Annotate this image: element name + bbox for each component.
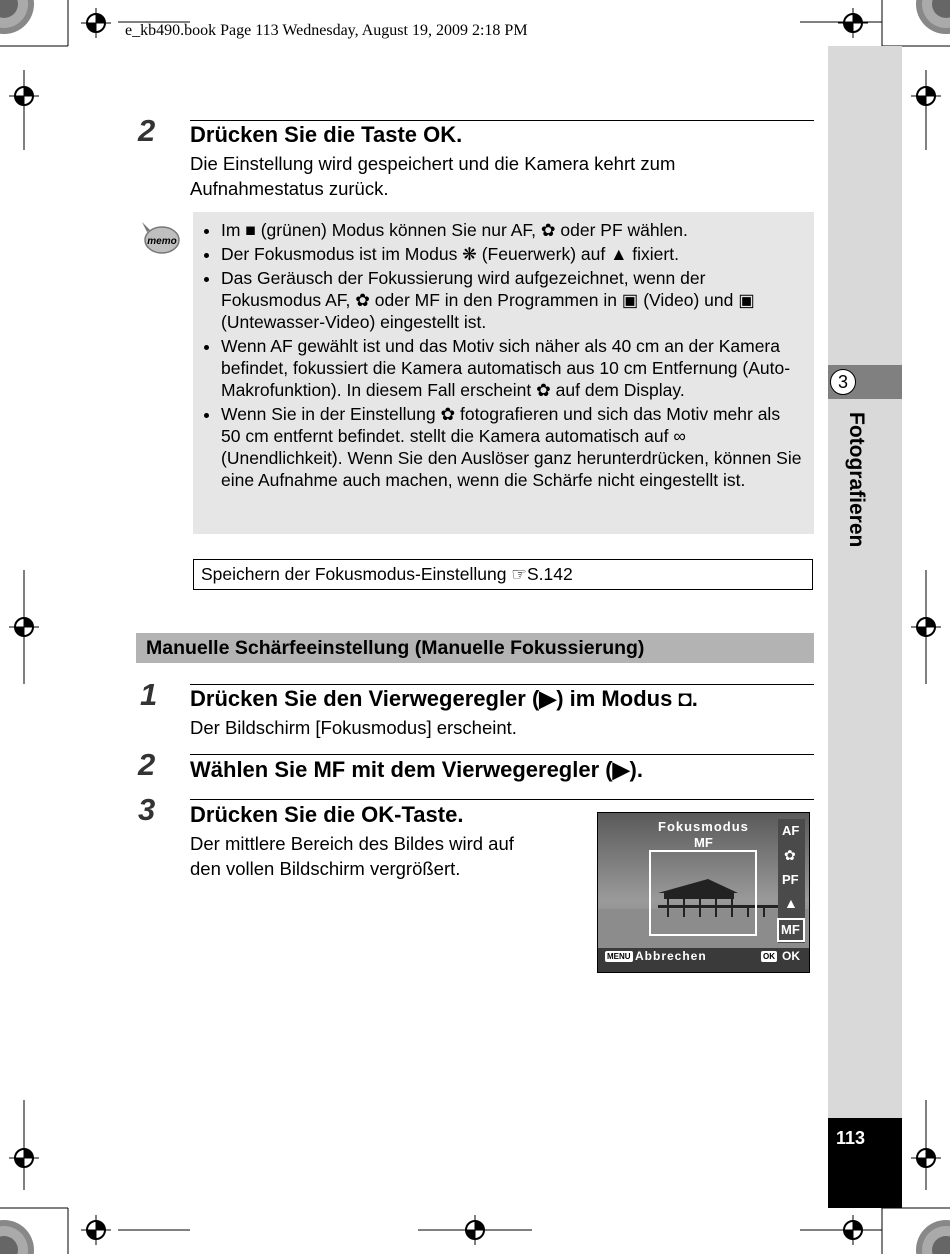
registration-mark-icon xyxy=(911,1143,941,1173)
focus-option-mf: MF xyxy=(781,922,800,937)
chapter-sidebar xyxy=(828,46,902,1208)
registration-mark-icon xyxy=(9,612,39,642)
step-number: 2 xyxy=(138,747,156,782)
registration-mark-icon xyxy=(81,8,111,38)
corner-target-icon xyxy=(0,0,36,36)
menu-key-icon: MENU xyxy=(607,952,631,961)
registration-mark-icon xyxy=(9,1143,39,1173)
reference-link[interactable]: Speichern der Fokusmodus-Einstellung ☞S.142 xyxy=(193,559,813,590)
step-number: 1 xyxy=(140,677,158,712)
focus-option-macro: ✿ xyxy=(784,847,796,863)
step-heading: Wählen Sie MF mit dem Vierwegeregler (▶). xyxy=(190,757,643,782)
cancel-label: Abbrechen xyxy=(635,949,707,963)
step-text: den vollen Bildschirm vergrößert. xyxy=(190,858,461,879)
memo-list xyxy=(193,212,814,491)
focus-option-af: AF xyxy=(782,823,800,838)
corner-target-icon xyxy=(914,0,950,36)
memo-item: • Wenn AF gewählt ist und das Motiv sich näher als 40 cm an der Kamera befindet, fokussiert die Kamera automatisch aus 10 cm Entfernung (Auto-Makrofunktion). In diesem Fall erscheint ✿ auf dem Display. xyxy=(221,335,814,401)
memo-box xyxy=(193,212,814,534)
ok-key-icon: OK xyxy=(763,952,775,961)
registration-mark-icon xyxy=(911,81,941,111)
step-text: Der mittlere Bereich des Bildes wird auf xyxy=(190,833,514,854)
page-number: 113 xyxy=(836,1128,866,1148)
step-text: Der Bildschirm [Fokusmodus] erscheint. xyxy=(190,717,517,738)
step-heading: Drücken Sie die OK-Taste. xyxy=(190,802,464,827)
print-header: e_kb490.book Page 113 Wednesday, August 19, 2009 2:18 PM xyxy=(125,22,528,39)
step-number: 3 xyxy=(138,792,156,827)
memo-icon-label: memo xyxy=(147,236,177,247)
step-heading: Drücken Sie die Taste OK. xyxy=(190,122,463,147)
section-heading: Manuelle Schärfeeinstellung (Manuelle Fokussierung) xyxy=(136,633,814,663)
camera-screen xyxy=(597,812,810,973)
step-divider xyxy=(190,120,814,121)
step-number: 2 xyxy=(138,113,156,148)
chapter-number: 3 xyxy=(830,369,856,395)
registration-mark-icon xyxy=(9,81,39,111)
screen-title: Fokusmodus xyxy=(658,819,749,834)
registration-mark-icon xyxy=(81,1215,111,1245)
chapter-title: Fotografieren xyxy=(845,412,868,548)
ok-label: OK xyxy=(782,949,800,963)
step-text: Aufnahmestatus zurück. xyxy=(190,178,389,199)
registration-mark-icon xyxy=(911,612,941,642)
memo-item: • Der Fokusmodus ist im Modus ❋ (Feuerwerk) auf ▲ fixiert. xyxy=(221,243,814,265)
corner-target-icon xyxy=(0,1218,36,1254)
step-divider xyxy=(190,754,814,755)
focus-option-pf: PF xyxy=(782,872,799,887)
registration-mark-icon xyxy=(838,8,868,38)
registration-mark-icon xyxy=(460,1215,490,1245)
memo-item: • Wenn Sie in der Einstellung ✿ fotografieren und sich das Motiv mehr als 50 cm entfernt befindet. stellt die Kamera automatisch auf ∞ (Unendlichkeit). Wenn Sie den Auslöser ganz herunterdrücken, können Sie eine Aufnahme auch machen, wenn die Schärfe nicht eingestellt ist. xyxy=(221,403,814,491)
step-divider xyxy=(190,684,814,685)
step-text: Die Einstellung wird gespeichert und die Kamera kehrt zum xyxy=(190,153,676,174)
focus-option-infinity: ▲ xyxy=(784,895,798,911)
registration-mark-icon xyxy=(838,1215,868,1245)
screen-subtitle: MF xyxy=(694,835,713,850)
memo-item: • Das Geräusch der Fokussierung wird aufgezeichnet, wenn der Fokusmodus AF, ✿ oder MF in den Programmen in ▣ (Video) und ▣ (Untewasser-Video) eingestellt ist. xyxy=(221,267,814,333)
memo-icon xyxy=(138,220,180,256)
step-heading: Drücken Sie den Vierwegeregler (▶) im Modus ◘. xyxy=(190,686,698,711)
memo-item: • Im ■ (grünen) Modus können Sie nur AF, ✿ oder PF wählen. xyxy=(221,219,814,241)
step-divider xyxy=(190,799,814,800)
corner-target-icon xyxy=(914,1218,950,1254)
